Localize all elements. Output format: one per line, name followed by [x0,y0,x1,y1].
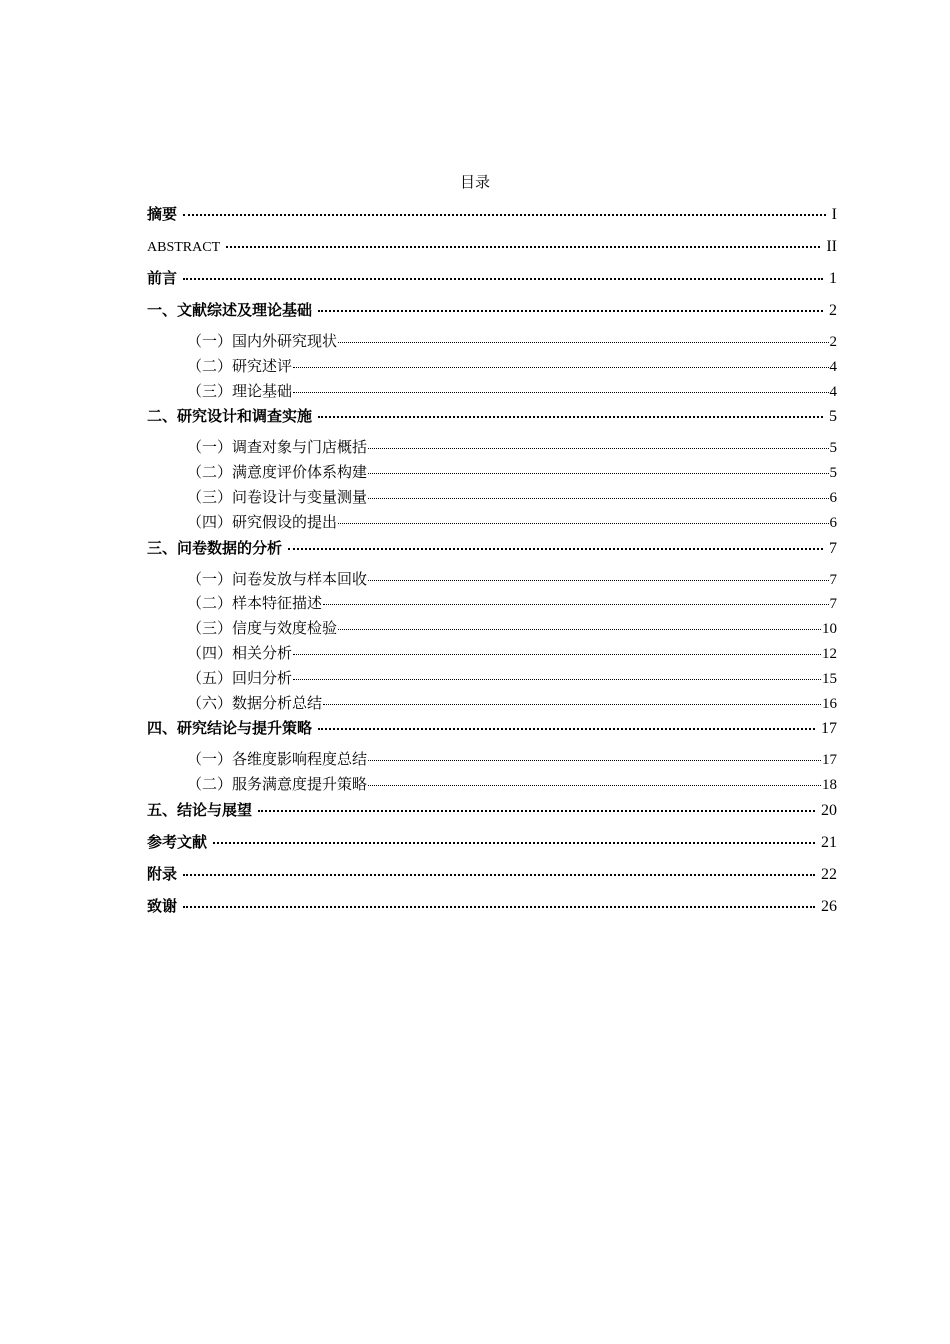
toc-entry-page-number: II [826,238,837,255]
toc-entry-label: 前言 [147,269,178,287]
toc-entry-label: 五、结论与展望 [147,800,253,819]
toc-entry-page-number: 7 [829,571,837,588]
toc-entry-label: 一、文献综述及理论基础 [147,301,313,319]
toc-entry-chapter[interactable] [147,798,837,830]
toc-dot-leader [368,433,828,449]
toc-entry-chapter[interactable] [147,830,837,862]
table-of-contents [147,202,837,926]
toc-entry-page-number: 21 [821,833,837,851]
toc-entry-chapter[interactable] [147,536,837,568]
toc-entry-chapter[interactable] [147,862,837,894]
toc-entry-chapter[interactable] [147,266,837,298]
toc-entry-label: 附录 [147,864,178,883]
toc-entry-page-number: 17 [821,720,837,738]
toc-entry-label: （三）理论基础 [187,381,293,400]
toc-entry-page-number: 7 [829,596,837,613]
toc-entry-page-number: 18 [822,777,837,794]
toc-dot-leader [318,713,815,730]
toc-dot-leader [213,827,815,844]
toc-entry-label: （一）各维度影响程度总结 [187,750,368,769]
toc-dot-leader [293,377,828,393]
toc-dot-leader [288,533,823,550]
toc-entry-label: ABSTRACT [147,240,221,255]
toc-entry-page-number: 17 [822,752,837,769]
toc-entry-page-number: 4 [829,358,837,375]
toc-entry-label: （二）满意度评价体系构建 [187,463,368,482]
toc-dot-leader [183,859,815,876]
toc-dot-leader [338,614,821,630]
toc-entry-page-number: 2 [829,334,837,350]
toc-entry-label: （三）问卷设计与变量测量 [187,487,368,506]
toc-entry-page-number: 5 [829,440,837,457]
toc-entry-label: （六）数据分析总结 [187,693,323,712]
toc-dot-leader [368,770,821,786]
toc-dot-leader [368,565,828,581]
toc-entry-chapter[interactable] [147,234,837,266]
toc-entry-page-number: 2 [829,302,837,319]
toc-entry-label: 四、研究结论与提升策略 [147,719,313,738]
toc-entry-page-number: 6 [829,489,837,506]
toc-dot-leader [293,352,828,368]
toc-entry-page-number: 26 [821,897,837,915]
toc-title: 目录 [459,173,490,191]
toc-entry-page-number: 20 [821,801,837,819]
toc-entry-label: （二）研究述评 [187,356,293,375]
toc-entry-label: （四）研究假设的提出 [187,512,338,531]
toc-entry-chapter[interactable] [147,202,837,234]
toc-entry-chapter[interactable] [147,894,837,926]
toc-dot-leader [323,589,828,605]
toc-dot-leader [183,199,826,216]
toc-entry-label: （二）服务满意度提升策略 [187,775,368,794]
toc-entry-chapter[interactable] [147,716,837,748]
toc-entry-chapter[interactable] [147,298,837,330]
toc-dot-leader [293,639,821,655]
toc-entry-page-number: 5 [829,465,837,482]
toc-entry-label: 摘要 [147,205,178,223]
toc-entry-label: 参考文献 [147,832,208,851]
toc-entry-chapter[interactable] [147,404,837,436]
toc-dot-leader [338,327,828,343]
toc-entry-label: 三、问卷数据的分析 [147,538,283,557]
toc-entry-page-number: 7 [829,539,837,557]
toc-entry-page-number: 15 [822,670,837,687]
toc-entry-page-number: 1 [829,270,837,287]
toc-dot-leader [323,689,821,705]
toc-entry-page-number: 4 [829,383,837,400]
toc-entry-label: （一）问卷发放与样本回收 [187,569,368,588]
toc-entry-label: （三）信度与效度检验 [187,619,338,638]
toc-entry-label: （五）回归分析 [187,668,293,687]
toc-entry-label: 致谢 [147,896,178,915]
toc-entry-label: （四）相关分析 [187,643,293,662]
toc-entry-label: （一）调查对象与门店概括 [187,438,368,457]
toc-dot-leader [338,508,828,524]
toc-dot-leader [318,401,823,418]
toc-dot-leader [318,295,823,312]
toc-entry-page-number: I [831,206,837,223]
toc-dot-leader [293,664,821,680]
toc-dot-leader [368,483,828,499]
toc-entry-page-number: 16 [822,695,837,712]
toc-entry-page-number: 10 [822,621,837,638]
toc-entry-page-number: 22 [821,865,837,883]
toc-dot-leader [368,458,828,474]
toc-dot-leader [183,891,815,908]
toc-entry-label: （一）国内外研究现状 [187,332,338,350]
toc-entry-label: （二）样本特征描述 [187,594,323,613]
toc-dot-leader [226,231,820,248]
toc-entry-page-number: 6 [829,514,837,531]
toc-dot-leader [368,745,821,761]
toc-entry-page-number: 12 [822,645,837,662]
toc-dot-leader [258,795,815,812]
toc-entry-page-number: 5 [829,408,837,426]
toc-dot-leader [183,263,823,280]
toc-entry-label: 二、研究设计和调查实施 [147,407,313,426]
